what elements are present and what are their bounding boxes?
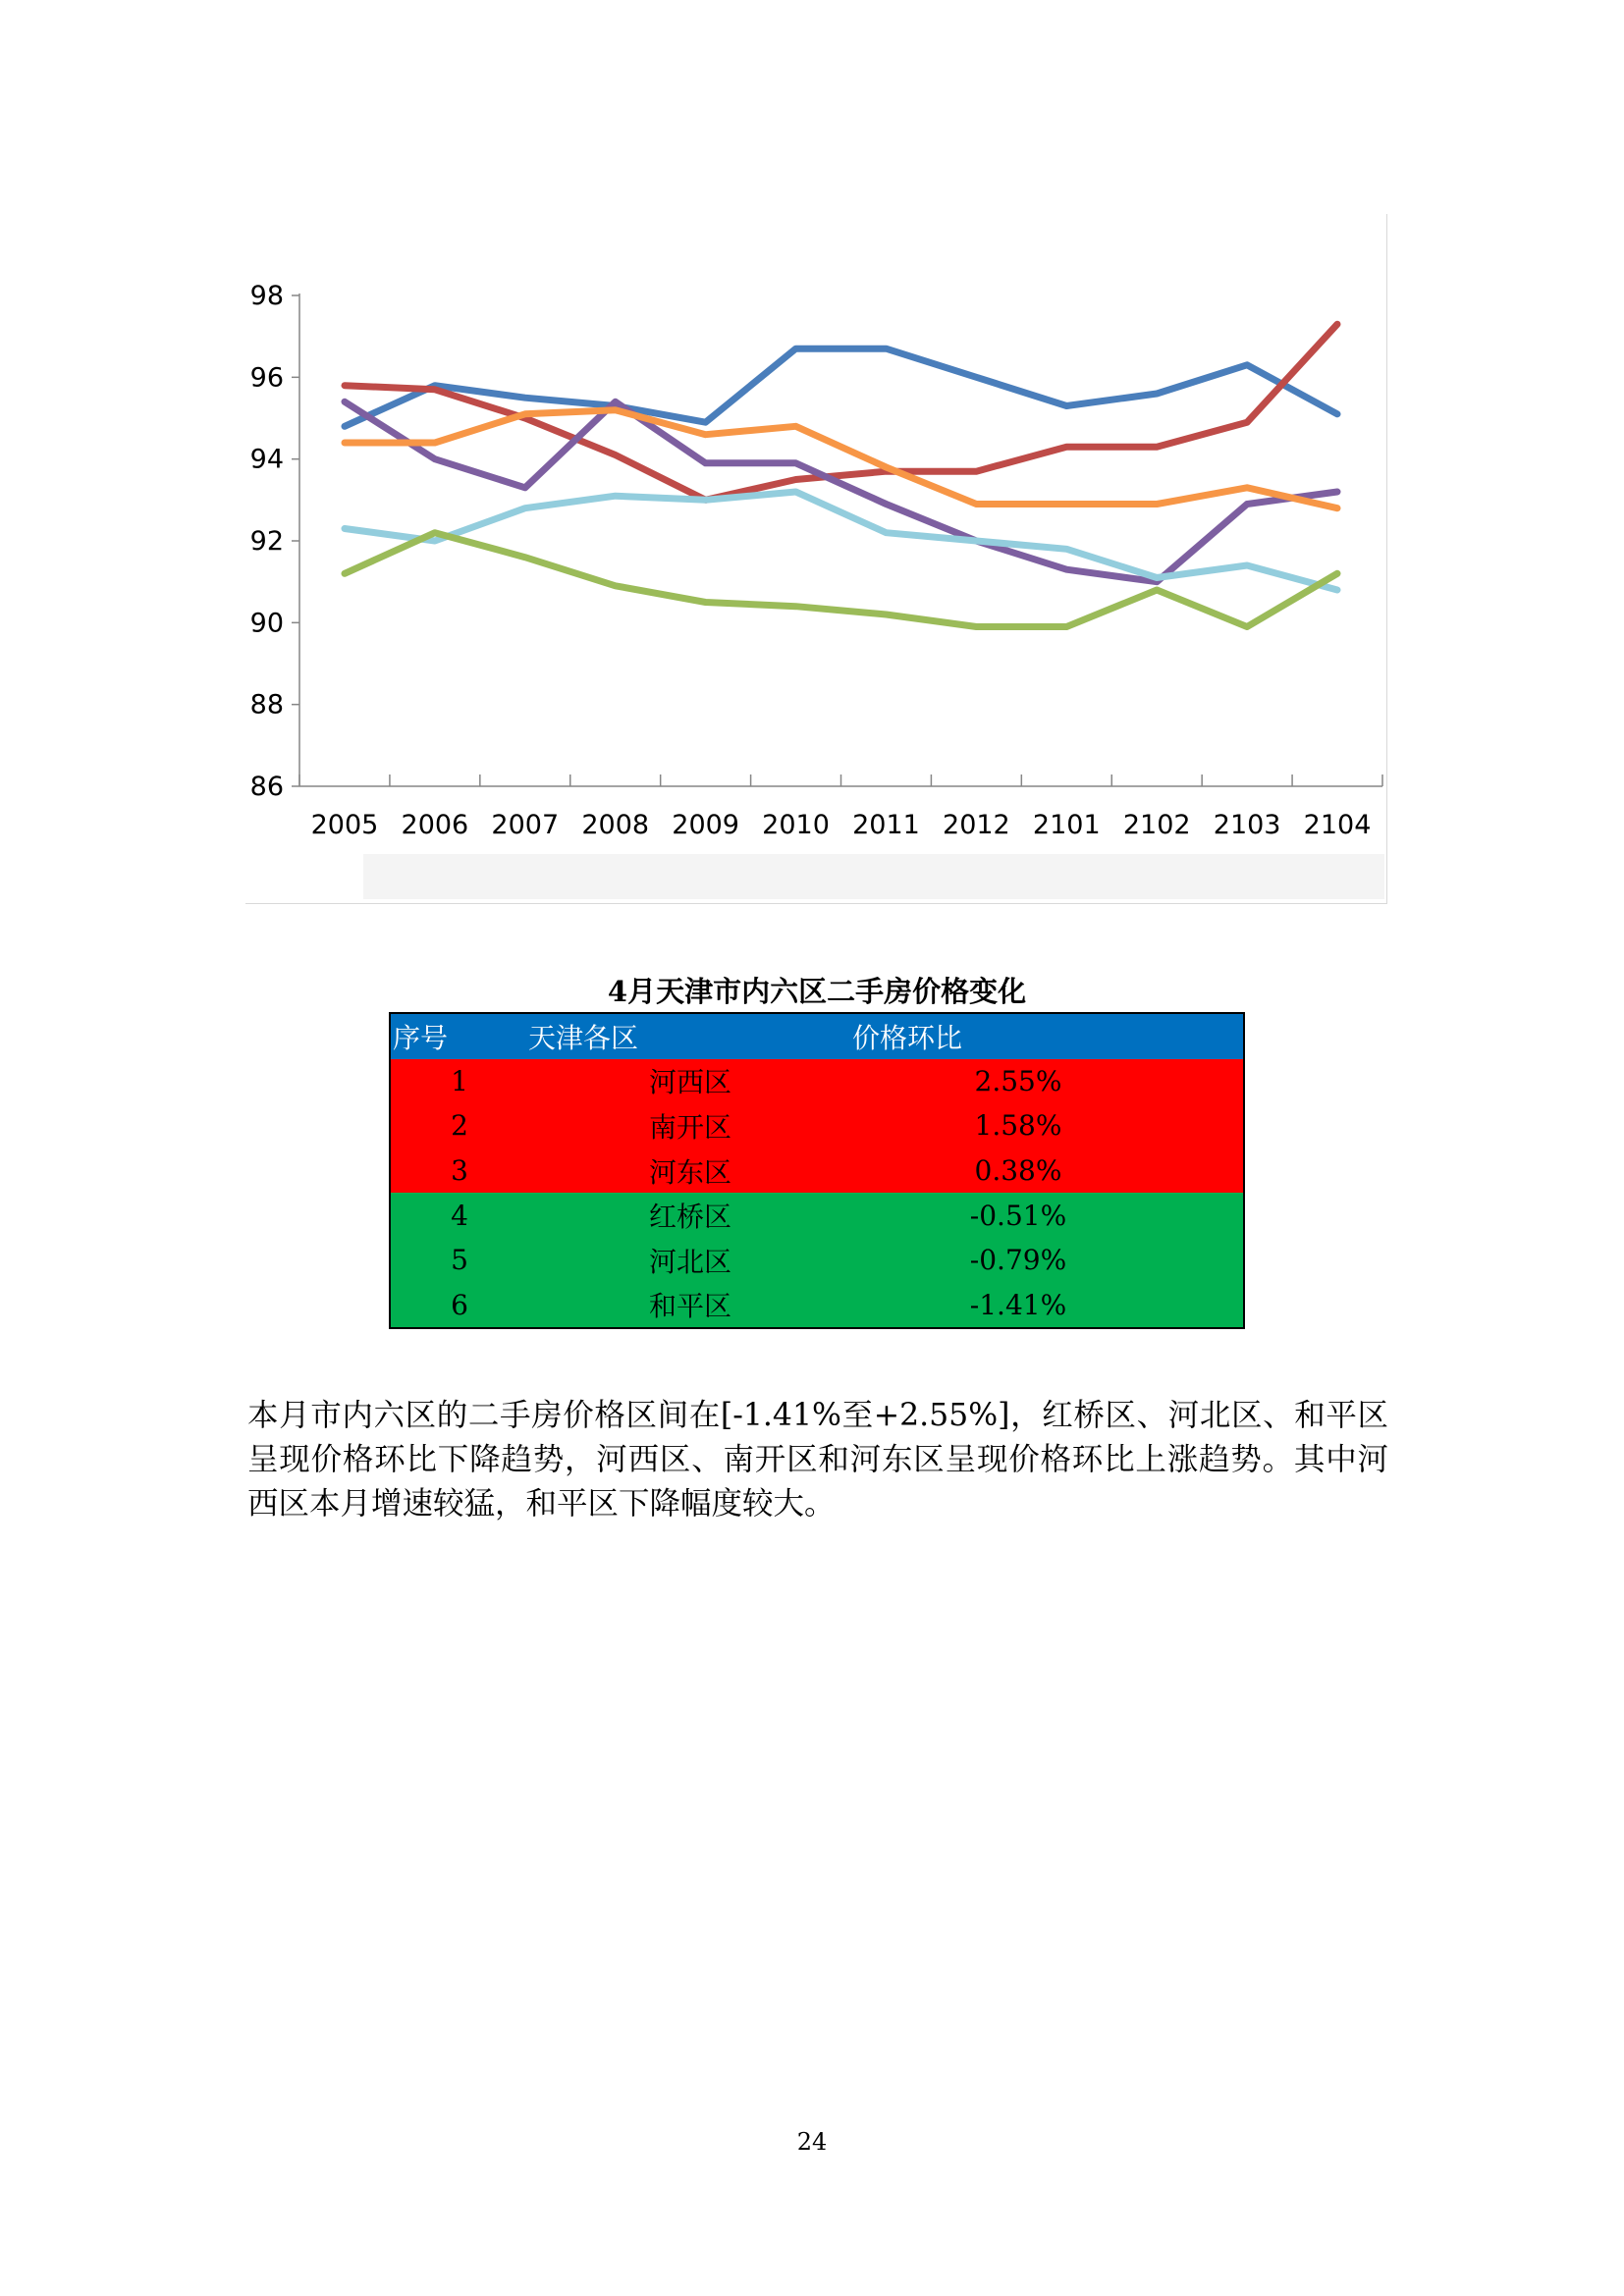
row-ratio: -1.41% [969, 1288, 1067, 1321]
y-tick-label: 98 [249, 281, 284, 311]
table-header-row [391, 1014, 1243, 1059]
y-tick-label: 86 [249, 772, 284, 802]
header-index: 序号 [393, 1021, 449, 1054]
table-title: 4月天津市内六区二手房价格变化 [607, 975, 1027, 1008]
x-tick-label: 2103 [1213, 810, 1281, 840]
x-tick-label: 2007 [491, 810, 560, 840]
x-tick-label: 2104 [1303, 810, 1372, 840]
row-district: 南开区 [648, 1110, 731, 1144]
price-change-table [389, 1012, 1245, 1329]
series-line-4 [345, 410, 1337, 508]
row-ratio: 2.55% [974, 1064, 1062, 1097]
row-index: 5 [451, 1244, 468, 1277]
row-ratio: 1.58% [974, 1109, 1062, 1143]
y-tick-label: 90 [249, 608, 284, 639]
row-ratio: 0.38% [974, 1154, 1062, 1188]
x-tick-label: 2011 [852, 810, 920, 840]
x-tick-label: 2102 [1122, 810, 1191, 840]
row-district: 河西区 [648, 1066, 731, 1099]
y-tick-label: 96 [249, 362, 284, 394]
line-chart [245, 214, 1386, 903]
table-row [391, 1103, 1243, 1148]
table-row [391, 1283, 1243, 1328]
y-tick-label: 88 [249, 689, 284, 721]
series-line-3 [345, 401, 1337, 581]
x-tick-label: 2006 [401, 810, 469, 840]
row-district: 河东区 [648, 1155, 731, 1189]
row-index: 6 [451, 1288, 468, 1321]
x-tick-label: 2009 [672, 810, 739, 840]
x-tick-label: 2101 [1032, 810, 1101, 840]
row-district: 红桥区 [648, 1201, 731, 1234]
y-tick-label: 92 [249, 526, 284, 557]
table-row [391, 1238, 1243, 1283]
row-ratio: -0.51% [969, 1199, 1067, 1232]
x-tick-label: 2005 [310, 810, 379, 840]
row-index: 2 [451, 1109, 468, 1143]
chart-container [245, 214, 1387, 904]
row-index: 3 [451, 1154, 468, 1188]
header-ratio: 价格环比 [852, 1021, 963, 1054]
row-district: 和平区 [648, 1290, 731, 1323]
table-row [391, 1148, 1243, 1194]
page-number: 24 [796, 2128, 828, 2156]
series-line-5 [345, 492, 1337, 590]
row-ratio: -0.79% [969, 1244, 1067, 1277]
y-tick-label: 94 [249, 444, 284, 475]
x-tick-label: 2008 [581, 810, 650, 840]
header-district: 天津各区 [528, 1021, 639, 1054]
table-row [391, 1059, 1243, 1104]
series-line-6 [345, 533, 1337, 627]
series-line-1 [345, 348, 1337, 426]
table-row [391, 1193, 1243, 1238]
body-paragraph: 本月市内六区的二手房价格区间在[-1.41%至+2.55%]，红桥区、河北区、和平区呈现价格环比下降趋势，河西区、南开区和河东区呈现价格环比上涨趋势。其中河西区本月增速较猛，和平区下降幅度较大。 [247, 1398, 1388, 1522]
x-tick-label: 2012 [943, 810, 1010, 840]
row-index: 1 [451, 1064, 468, 1097]
row-district: 河北区 [648, 1245, 731, 1278]
row-index: 4 [451, 1199, 468, 1232]
x-tick-label: 2010 [762, 810, 830, 840]
